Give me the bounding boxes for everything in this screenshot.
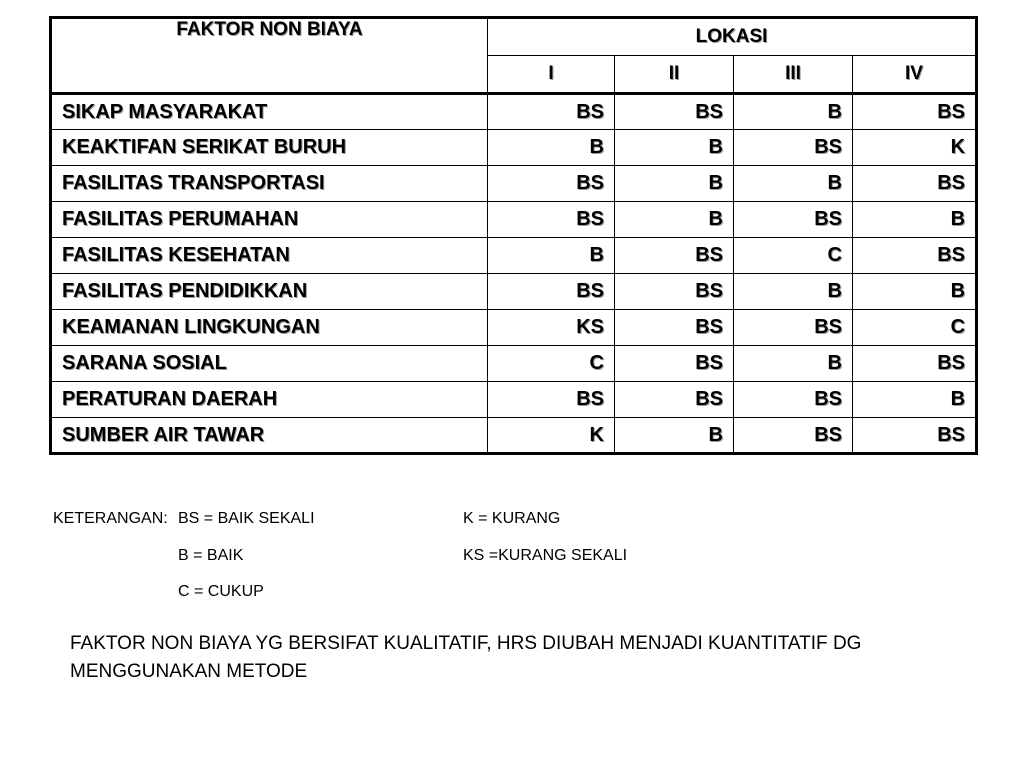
rating-cell: B [734, 346, 853, 382]
rating-cell: BS [853, 238, 977, 274]
legend-ks: KS =KURANG SEKALI [463, 547, 628, 564]
location-column-header: III [734, 56, 853, 94]
table-row [51, 310, 977, 346]
factor-cell: SUMBER AIR TAWAR [51, 418, 488, 454]
table-row [51, 382, 977, 418]
factor-cell: SIKAP MASYARAKAT [51, 94, 488, 130]
legend-c: C = CUKUP [178, 583, 264, 600]
table-body [51, 94, 977, 454]
rating-cell: BS [615, 238, 734, 274]
location-column-header: I [488, 56, 615, 94]
factor-cell: PERATURAN DAERAH [51, 382, 488, 418]
rating-cell: B [734, 94, 853, 130]
rating-cell: B [734, 166, 853, 202]
rating-cell: B [615, 130, 734, 166]
factor-table-container [49, 16, 975, 455]
factor-cell: KEAKTIFAN SERIKAT BURUH [51, 130, 488, 166]
legend-bs: BS = BAIK SEKALI [178, 510, 315, 527]
rating-cell: BS [853, 166, 977, 202]
rating-cell: BS [734, 202, 853, 238]
table-row [51, 274, 977, 310]
rating-cell: BS [734, 130, 853, 166]
table-row [51, 94, 977, 130]
rating-cell: K [853, 130, 977, 166]
rating-cell: B [615, 166, 734, 202]
rating-cell: BS [615, 346, 734, 382]
rating-cell: BS [615, 382, 734, 418]
factor-column-header: FAKTOR NON BIAYA [51, 18, 488, 94]
location-header: LOKASI [488, 18, 977, 56]
rating-cell: BS [488, 94, 615, 130]
note-text: FAKTOR NON BIAYA YG BERSIFAT KUALITATIF, HRS DIUBAH MENJADI KUANTITATIF DG MENGGUNAKAN METODE [70, 633, 862, 682]
rating-cell: KS [488, 310, 615, 346]
rating-cell: C [734, 238, 853, 274]
rating-cell: B [853, 202, 977, 238]
factor-cell: FASILITAS KESEHATAN [51, 238, 488, 274]
rating-cell: BS [734, 382, 853, 418]
rating-cell: BS [488, 166, 615, 202]
table-row [51, 166, 977, 202]
factor-cell: FASILITAS TRANSPORTASI [51, 166, 488, 202]
legend-b: B = BAIK [178, 547, 244, 564]
table-row [51, 202, 977, 238]
rating-cell: B [853, 382, 977, 418]
rating-cell: C [853, 310, 977, 346]
rating-cell: B [734, 274, 853, 310]
legend-label: KETERANGAN: [53, 510, 168, 527]
factor-table [49, 16, 978, 455]
factor-cell: KEAMANAN LINGKUNGAN [51, 310, 488, 346]
rating-cell: B [853, 274, 977, 310]
rating-cell: BS [488, 382, 615, 418]
rating-cell: C [488, 346, 615, 382]
rating-cell: BS [853, 418, 977, 454]
rating-cell: BS [853, 94, 977, 130]
factor-cell: FASILITAS PERUMAHAN [51, 202, 488, 238]
rating-cell: K [488, 418, 615, 454]
rating-cell: B [615, 202, 734, 238]
rating-cell: B [615, 418, 734, 454]
rating-cell: BS [615, 274, 734, 310]
table-row [51, 130, 977, 166]
table-row [51, 346, 977, 382]
location-column-header: II [615, 56, 734, 94]
factor-cell: FASILITAS PENDIDIKKAN [51, 274, 488, 310]
rating-cell: B [488, 238, 615, 274]
rating-cell: BS [734, 418, 853, 454]
rating-cell: BS [488, 274, 615, 310]
location-column-header: IV [853, 56, 977, 94]
table-row [51, 238, 977, 274]
table-row [51, 418, 977, 454]
legend [53, 510, 753, 610]
rating-cell: BS [615, 310, 734, 346]
rating-cell: B [488, 130, 615, 166]
legend-k: K = KURANG [463, 510, 561, 527]
table-header-row [51, 18, 977, 56]
rating-cell: BS [853, 346, 977, 382]
factor-cell: SARANA SOSIAL [51, 346, 488, 382]
rating-cell: BS [734, 310, 853, 346]
rating-cell: BS [615, 94, 734, 130]
rating-cell: BS [488, 202, 615, 238]
